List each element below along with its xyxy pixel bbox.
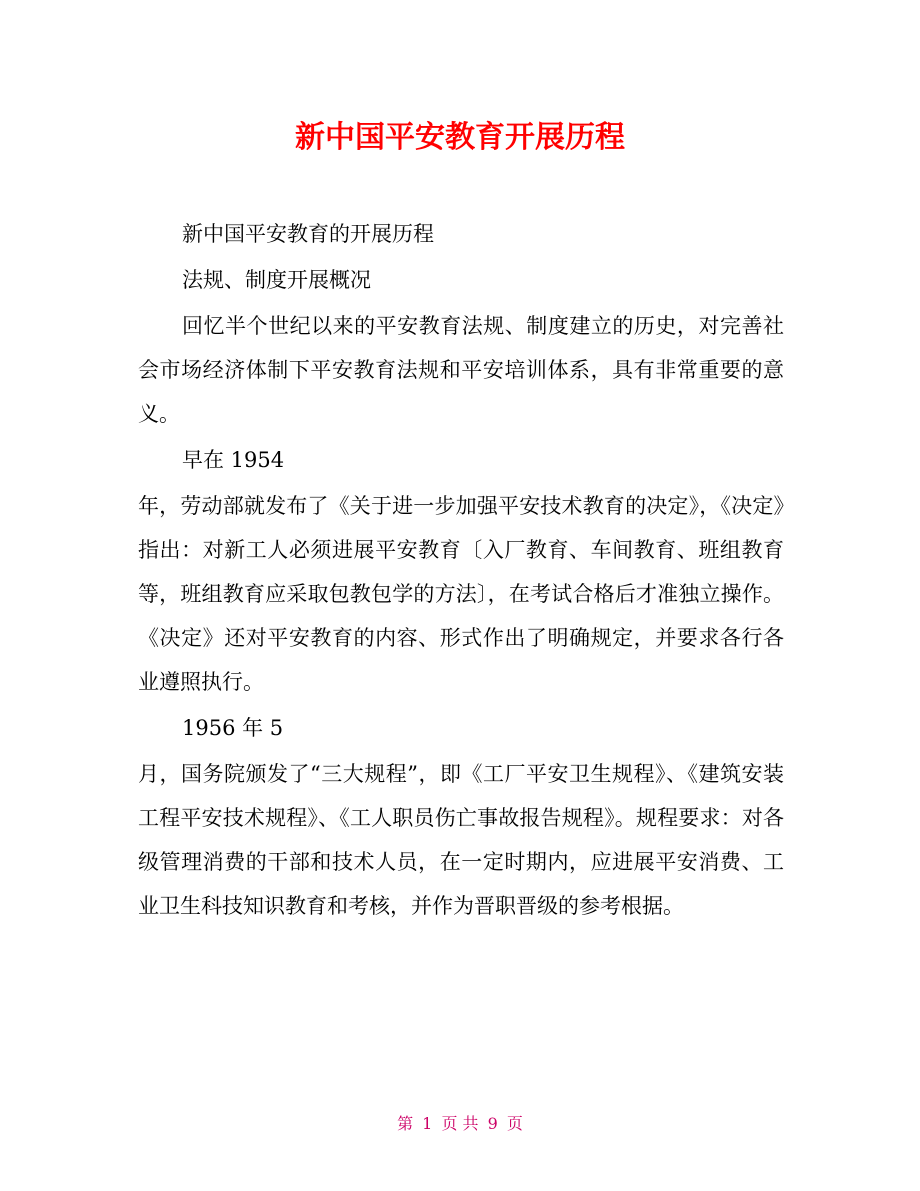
page-footer (0, 1112, 920, 1136)
paragraph-1956-body: 月，国务院颁发了“三大规程”，即《工厂平安卫生规程》、《建筑安装工程平安技术规程》、《工人职员伤亡事故报告规程》。规程要求：对各级管理消费的干部和技术人员，在一定时期内，应进展平安消费、工业卫生科技知识教育和考核，并作为晋职晋级的参考根据。 (138, 762, 784, 918)
paragraph-heading: 新中国平安教育的开展历程 (182, 222, 434, 246)
footer-prefix: 第 (397, 1114, 414, 1133)
paragraph-intro: 回忆半个世纪以来的平安教育法规、制度建立的历史，对完善社会市场经济体制下平安教育法规和平安培训体系，具有非常重要的意义。 (138, 314, 784, 426)
paragraph-1956-lead: 1956 年 5 (182, 716, 284, 740)
document-body (138, 212, 784, 930)
paragraph-1954-lead: 早在 1954 (182, 448, 285, 472)
paragraph-subheading: 法规、制度开展概况 (182, 268, 371, 292)
footer-page-number: 1 (422, 1114, 433, 1133)
paragraph-1954-body: 年，劳动部就发布了《关于进一步加强平安技术教育的决定》，《决定》指出：对新工人必须进展平安教育〔入厂教育、车间教育、班组教育等，班组教育应采取包教包学的方法〕，在考试合格后才准独立操作。《决定》还对平安教育的内容、形式作出了明确规定，并要求各行各业遵照执行。 (138, 494, 784, 694)
footer-middle: 页 共 (441, 1114, 479, 1133)
document-title: 新中国平安教育开展历程 (295, 120, 625, 155)
footer-total-pages: 9 (487, 1114, 498, 1133)
footer-suffix: 页 (506, 1114, 523, 1133)
